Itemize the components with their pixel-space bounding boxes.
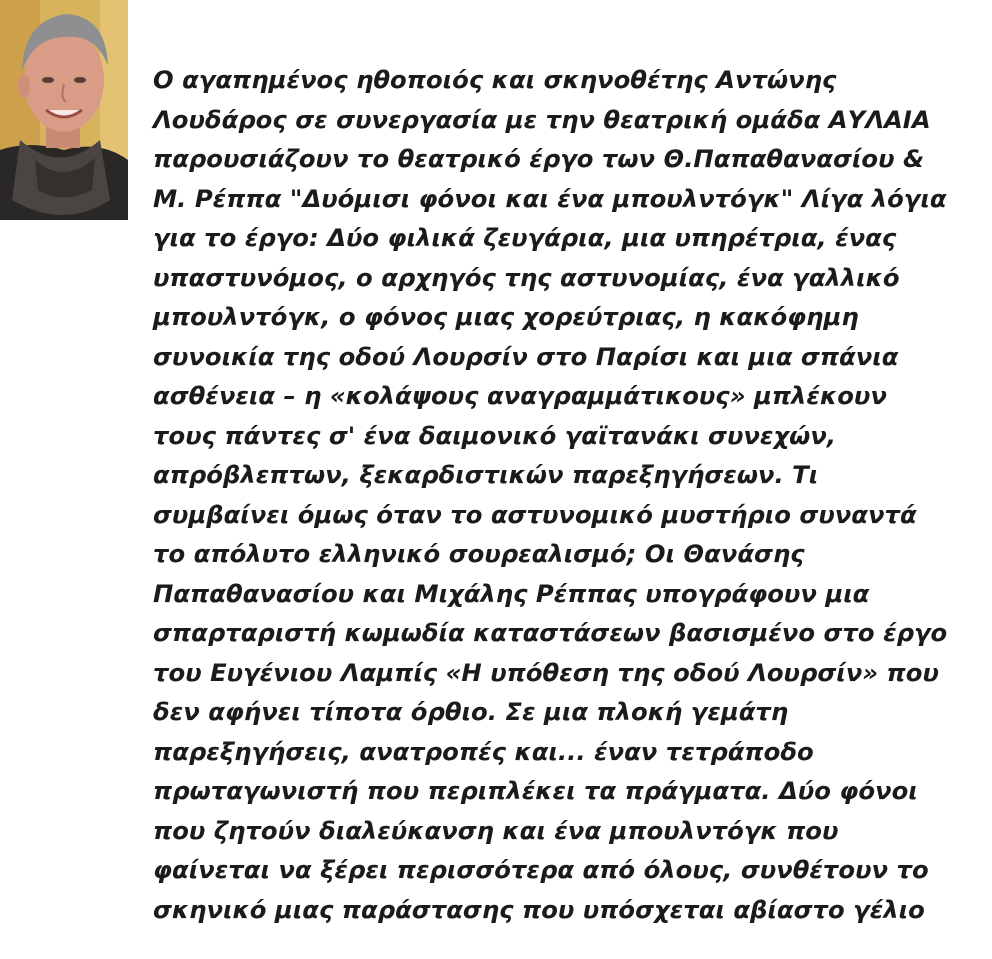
text-line: συνοικία της οδού Λουρσίν στο Παρίσι και μια σπάνια [153,341,899,371]
text-line: Μ. Ρέππα "Δυόμισι φόνοι και ένα μπουλντόγκ" Λίγα λόγια [153,183,947,213]
text-line: δεν αφήνει τίποτα όρθιο. Σε μια πλοκή γεμάτη [153,697,789,726]
text-line: το απόλυτο ελληνικό σουρεαλισμό; Οι Θανάσης [153,539,805,568]
text-line: σπαρταριστή κωμωδία καταστάσεων βασισμένο στο έργο [153,618,948,647]
text-line: απρόβλεπτων, ξεκαρδιστικών παρεξηγήσεων. Τι [153,460,819,489]
text-line: πρωταγωνιστή που περιπλέκει τα πράγματα. Δύο φόνοι [153,776,918,805]
text-line: υπαστυνόμος, ο αρχηγός της αστυνομίας, ένα γαλλικό [153,262,900,292]
text-line: τους πάντες σ' ένα δαιμονικό γαϊτανάκι συνεχών, [153,420,837,450]
text-line: σκηνικό μιας παράστασης που υπόσχεται αβίαστο γέλιο [153,894,925,924]
text-line: παρεξηγήσεις, ανατροπές και... έναν τετράποδο [153,736,814,766]
text-line: παρουσιάζουν το θεατρικό έργο των Θ.Παπαθανασίου & [153,144,925,173]
text-line: συμβαίνει όμως όταν το αστυνομικό μυστήριο συναντά [153,499,917,529]
text-line: μπουλντόγκ, ο φόνος μιας χορεύτριας, η κακόφημη [153,302,859,331]
article-text [153,60,973,929]
text-line: ασθένεια – η «κολάψους αναγραμμάτικους» μπλέκουν [153,381,887,410]
text-line: φαίνεται να ξέρει περισσότερα από όλους, συνθέτουν το [153,855,929,884]
text-line: Λουδάρος σε συνεργασία με την θεατρική ομάδα ΑΥΛΑΙΑ [153,104,931,134]
text-line: που ζητούν διαλεύκανση και ένα μπουλντόγκ που [153,815,839,845]
text-line: Παπαθανασίου και Μιχάλης Ρέππας υπογράφουν μια [153,578,870,608]
text-line: για το έργο: Δύο φιλικά ζευγάρια, μια υπηρέτρια, ένας [153,223,897,252]
text-line: του Ευγένιου Λαμπίς «Η υπόθεση της οδού Λουρσίν» που [153,657,939,687]
text-line: Ο αγαπημένος ηθοποιός και σκηνοθέτης Αντώνης [153,65,837,94]
portrait-photo [0,0,128,220]
